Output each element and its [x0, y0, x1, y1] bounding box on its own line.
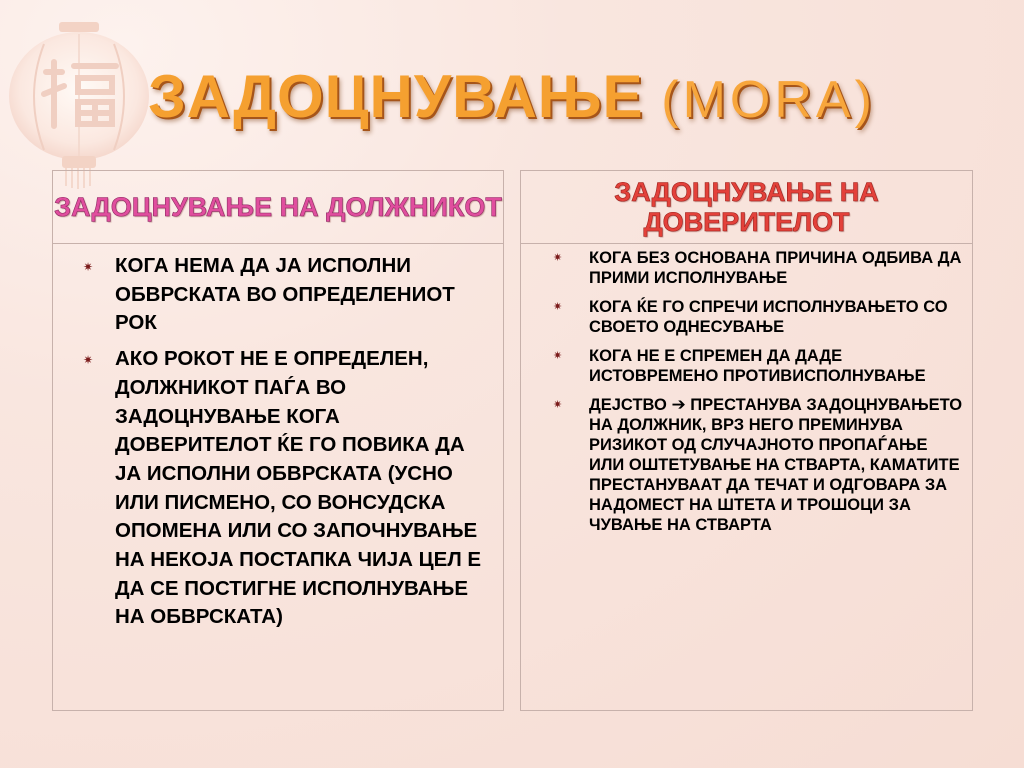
- list-item-text: КОГА ЌЕ ГО СПРЕЧИ ИСПОЛНУВАЊЕТО СО СВОЕТО ОДНЕСУВАЊЕ: [589, 298, 948, 336]
- right-arrow-icon: ➔: [671, 395, 686, 414]
- effect-text: ПРЕСТАНУВА ЗАДОЦНУВАЊЕТО НА ДОЛЖНИК, ВРЗ НЕГО ПРЕМИНУВА РИЗИКОТ ОД СЛУЧАЈНОТО ПРОПАЃАЊЕ ИЛИ ОШТЕТУВАЊЕ НА СТВАРТА, КАМАТИТЕ ПРЕСТАНУВААТ ДА ТЕЧАТ И ОДГОВАРА ЗА НАДОМЕСТ НА ШТЕТА И ТРОШОЦИ ЗА ЧУВАЊЕ НА СТВАРТА: [589, 396, 963, 534]
- list-item: [83, 345, 495, 632]
- list-item-text: КОГА НЕ Е СПРЕМЕН ДА ДАДЕ ИСТОВРЕМЕНО ПРОТИВИСПОЛНУВАЊЕ: [589, 347, 926, 385]
- list-item: [553, 297, 966, 337]
- debtor-column: [52, 170, 504, 711]
- title-main: ЗАДОЦНУВАЊЕ: [148, 63, 644, 130]
- star-bullet-icon: ✷: [553, 252, 563, 264]
- effect-label: ДЕЈСТВО: [589, 396, 667, 414]
- list-item-text: АКО РОКОТ НЕ Е ОПРЕДЕЛЕН, ДОЛЖНИКОТ ПАЃА ВО ЗАДОЦНУВАЊЕ КОГА ДОВЕРИТЕЛОТ ЌЕ ГО ПОВИКА ДА ЈА ИСПОЛНИ ОБВРСКАТА (УСНО ИЛИ ПИСМЕНО, СО ВОНСУДСКА ОПОМЕНА ИЛИ СО ЗАПОЧНУВАЊЕ НА НЕКОЈА ПОСТАПКА ЧИЈА ЦЕЛ Е ДА СЕ ПОСТИГНЕ ИСПОЛНУВАЊЕ НА ОБВРСКАТА): [115, 347, 482, 629]
- star-bullet-icon: ✷: [553, 350, 563, 362]
- debtor-list: [53, 244, 503, 632]
- list-item-text: КОГА НЕМА ДА ЈА ИСПОЛНИ ОБВРСКАТА ВО ОПРЕДЕЛЕНИОТ РОК: [115, 254, 455, 335]
- list-item: [553, 346, 966, 386]
- list-item: [553, 248, 966, 288]
- slide-title: [0, 62, 1024, 131]
- star-bullet-icon: ✷: [553, 399, 563, 411]
- title-sub: (MORA): [661, 71, 876, 129]
- list-item-text: КОГА БЕЗ ОСНОВАНА ПРИЧИНА ОДБИВА ДА ПРИМИ ИСПОЛНУВАЊЕ: [589, 249, 962, 287]
- star-bullet-icon: ✷: [553, 301, 563, 313]
- creditor-list: [521, 244, 972, 535]
- list-item: [553, 395, 966, 535]
- star-bullet-icon: ✷: [83, 353, 94, 368]
- creditor-column: [520, 170, 973, 711]
- creditor-header: ЗАДОЦНУВАЊЕ НА ДОВЕРИТЕЛОТ: [521, 171, 972, 244]
- star-bullet-icon: ✷: [83, 260, 94, 274]
- debtor-header: ЗАДОЦНУВАЊЕ НА ДОЛЖНИКОТ: [53, 171, 503, 244]
- list-item: [83, 252, 495, 338]
